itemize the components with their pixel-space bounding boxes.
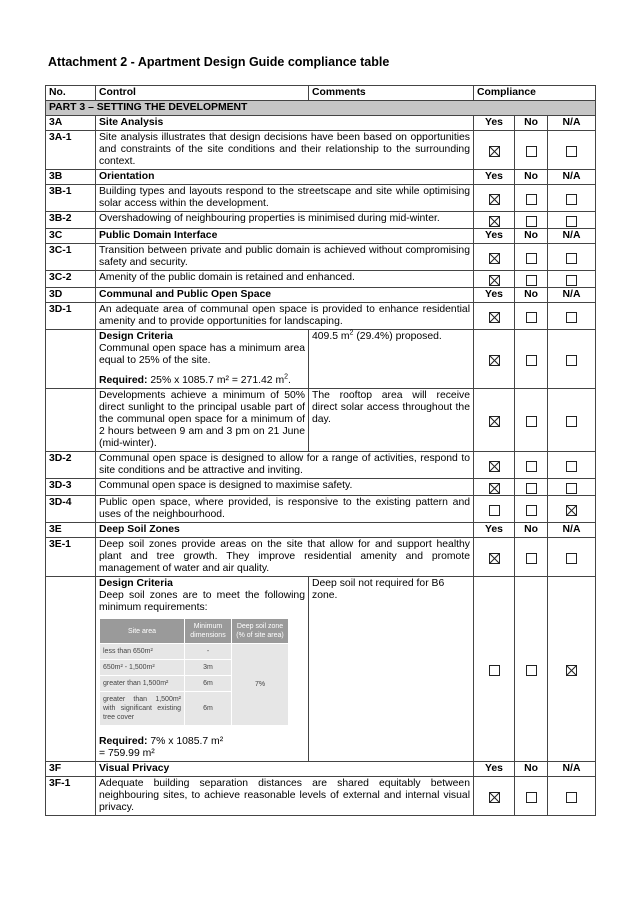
section-row-3a <box>46 116 596 131</box>
design-criteria-cell <box>96 330 309 389</box>
checkbox-no[interactable] <box>526 792 537 803</box>
checked-checkbox-yes[interactable] <box>489 416 500 427</box>
checkbox-na[interactable] <box>566 483 577 494</box>
checkbox-na[interactable] <box>566 275 577 286</box>
checked-checkbox-yes[interactable] <box>489 146 500 157</box>
checked-checkbox-yes[interactable] <box>489 792 500 803</box>
checkbox-no[interactable] <box>526 275 537 286</box>
checked-checkbox-yes[interactable] <box>489 461 500 472</box>
row-no: 3E-1 <box>46 538 96 577</box>
deep-soil-area: greater than 1,500m² with significant existing tree cover <box>100 692 185 726</box>
design-criteria-row <box>46 389 596 452</box>
checked-checkbox-yes[interactable] <box>489 312 500 323</box>
deep-soil-header-min-dim: Minimum dimensions <box>185 619 232 644</box>
deep-soil-pct: 7% <box>232 644 289 726</box>
checkbox-no[interactable] <box>526 253 537 264</box>
no-label: No <box>515 116 548 131</box>
section-title: Visual Privacy <box>96 762 474 777</box>
header-no: No. <box>46 86 96 101</box>
no-label: No <box>515 523 548 538</box>
checkbox-na[interactable] <box>566 312 577 323</box>
row-text: Deep soil zones provide areas on the site that allow for and support healthy plant and tree growth. They improve residential amenity and promote management of water and air quality. <box>96 538 474 577</box>
deep-soil-dim: 3m <box>185 660 232 676</box>
yes-label: Yes <box>474 229 515 244</box>
checkbox-na[interactable] <box>566 146 577 157</box>
row-text: Overshadowing of neighbouring properties is minimised during mid-winter. <box>96 212 474 229</box>
table-row <box>46 538 596 577</box>
row-text: An adequate area of communal open space is provided to enhance residential amenity and to provide opportunities for landscaping. <box>96 303 474 330</box>
design-criteria-row <box>46 577 596 762</box>
no-label: No <box>515 762 548 777</box>
checkbox-na[interactable] <box>566 553 577 564</box>
checked-checkbox-yes[interactable] <box>489 275 500 286</box>
section-no: 3F <box>46 762 96 777</box>
section-row-3c <box>46 229 596 244</box>
section-row-3f <box>46 762 596 777</box>
compliance-table <box>45 85 596 816</box>
deep-soil-area: less than 650m² <box>100 644 185 660</box>
deep-soil-dim: 6m <box>185 692 232 726</box>
part-row <box>46 101 596 116</box>
checkbox-no[interactable] <box>526 146 537 157</box>
required-result: = 759.99 m² <box>99 748 155 759</box>
row-no: 3B-2 <box>46 212 96 229</box>
na-label: N/A <box>548 288 596 303</box>
comment-cell: 409.5 $m^2$ (29.4%) proposed. <box>309 330 474 389</box>
na-label: N/A <box>548 762 596 777</box>
checkbox-na[interactable] <box>566 216 577 227</box>
checkbox-no[interactable] <box>526 553 537 564</box>
section-no: 3C <box>46 229 96 244</box>
row-no: 3D-1 <box>46 303 96 330</box>
checkbox-no[interactable] <box>526 216 537 227</box>
checkbox-no[interactable] <box>526 461 537 472</box>
checked-checkbox-yes[interactable] <box>489 483 500 494</box>
row-no: 3F-1 <box>46 777 96 816</box>
design-criteria-text: Deep soil zones are to meet the following minimum requirements: <box>99 590 305 613</box>
deep-soil-area: 650m² - 1,500m² <box>100 660 185 676</box>
row-text: Site analysis illustrates that design decisions have been based on opportunities and constraints of the site conditions and their relationship to the surrounding context. <box>96 131 474 170</box>
checkbox-na[interactable] <box>566 355 577 366</box>
required-text: Required: 7% x 1085.7 m² <box>99 736 224 747</box>
row-text: Building types and layouts respond to the streetscape and site while optimising solar access within the development. <box>96 185 474 212</box>
row-text: Adequate building separation distances are shared equitably between neighbouring sites, to achieve reasonable levels of external and internal visual privacy. <box>96 777 474 816</box>
comment-cell: The rooftop area will receive direct solar access throughout the day. <box>309 389 474 452</box>
section-row-3b <box>46 170 596 185</box>
na-label: N/A <box>548 116 596 131</box>
checked-checkbox-na[interactable] <box>566 665 577 676</box>
table-row <box>46 496 596 523</box>
checkbox-na[interactable] <box>566 194 577 205</box>
row-no: 3D-3 <box>46 479 96 496</box>
row-text: Amenity of the public domain is retained and enhanced. <box>96 271 474 288</box>
table-row <box>46 271 596 288</box>
header-control: Control <box>96 86 309 101</box>
design-criteria-heading: Design Criteria <box>99 578 173 589</box>
checkbox-no[interactable] <box>526 194 537 205</box>
section-title: Orientation <box>96 170 474 185</box>
comment-cell: Deep soil not required for B6 zone. <box>309 577 474 762</box>
design-criteria-heading: Design Criteria <box>99 331 173 342</box>
deep-soil-area: greater than 1,500m² <box>100 676 185 692</box>
section-no: 3B <box>46 170 96 185</box>
yes-label: Yes <box>474 170 515 185</box>
row-no: 3D-2 <box>46 452 96 479</box>
checkbox-na[interactable] <box>566 461 577 472</box>
section-title: Public Domain Interface <box>96 229 474 244</box>
deep-soil-header-pct: Deep soil zone (% of site area) <box>232 619 289 644</box>
header-comments: Comments <box>309 86 474 101</box>
na-label: N/A <box>548 229 596 244</box>
checkbox-yes[interactable] <box>489 665 500 676</box>
checked-checkbox-yes[interactable] <box>489 216 500 227</box>
checkbox-yes[interactable] <box>489 505 500 516</box>
yes-label: Yes <box>474 288 515 303</box>
section-no: 3D <box>46 288 96 303</box>
table-row <box>46 777 596 816</box>
section-no: 3A <box>46 116 96 131</box>
row-text: Public open space, where provided, is responsive to the existing pattern and uses of the neighbourhood. <box>96 496 474 523</box>
row-text: Communal open space is designed to maximise safety. <box>96 479 474 496</box>
required-text: Required: 25% x 1085.7 m² = 271.42 $m^2$. <box>99 373 291 386</box>
checkbox-na[interactable] <box>566 253 577 264</box>
checkbox-no[interactable] <box>526 483 537 494</box>
row-no: 3A-1 <box>46 131 96 170</box>
section-no: 3E <box>46 523 96 538</box>
no-label: No <box>515 229 548 244</box>
row-no: 3C-2 <box>46 271 96 288</box>
header-compliance: Compliance <box>474 86 596 101</box>
table-row <box>46 244 596 271</box>
no-label: No <box>515 288 548 303</box>
checked-checkbox-yes[interactable] <box>489 553 500 564</box>
table-row <box>46 479 596 496</box>
checked-checkbox-yes[interactable] <box>489 253 500 264</box>
checkbox-no[interactable] <box>526 665 537 676</box>
section-title: Deep Soil Zones <box>96 523 474 538</box>
yes-label: Yes <box>474 762 515 777</box>
no-label: No <box>515 170 548 185</box>
design-criteria-row <box>46 330 596 389</box>
checkbox-no[interactable] <box>526 416 537 427</box>
yes-label: Yes <box>474 523 515 538</box>
deep-soil-dim: - <box>185 644 232 660</box>
checkbox-no[interactable] <box>526 355 537 366</box>
design-criteria-text: Communal open space has a minimum area equal to 25% of the site. <box>99 343 305 366</box>
section-row-3d <box>46 288 596 303</box>
checkbox-no[interactable] <box>526 312 537 323</box>
deep-soil-dim: 6m <box>185 676 232 692</box>
row-text: Transition between private and public domain is achieved without compromising safety and security. <box>96 244 474 271</box>
row-no: 3B-1 <box>46 185 96 212</box>
part-heading: PART 3 – SETTING THE DEVELOPMENT <box>46 101 596 116</box>
row-text: Communal open space is designed to allow for a range of activities, respond to site conditions and be attractive and inviting. <box>96 452 474 479</box>
deep-soil-table <box>99 618 289 726</box>
checked-checkbox-yes[interactable] <box>489 194 500 205</box>
section-row-3e <box>46 523 596 538</box>
na-label: N/A <box>548 170 596 185</box>
design-criteria-text: Developments achieve a minimum of 50% direct sunlight to the principal usable part of the communal open space for a minimum of 2 hours between 9 am and 3 pm on 21 June (mid-winter). <box>96 389 309 452</box>
checkbox-na[interactable] <box>566 792 577 803</box>
page-title: Attachment 2 - Apartment Design Guide compliance table <box>48 55 390 69</box>
section-title: Communal and Public Open Space <box>96 288 474 303</box>
table-row <box>46 131 596 170</box>
yes-label: Yes <box>474 116 515 131</box>
table-row <box>46 212 596 229</box>
checkbox-na[interactable] <box>566 416 577 427</box>
checked-checkbox-yes[interactable] <box>489 355 500 366</box>
section-title: Site Analysis <box>96 116 474 131</box>
row-no: 3C-1 <box>46 244 96 271</box>
deep-soil-row <box>100 644 289 660</box>
na-label: N/A <box>548 523 596 538</box>
row-no: 3D-4 <box>46 496 96 523</box>
table-row <box>46 303 596 330</box>
table-row <box>46 452 596 479</box>
checkbox-no[interactable] <box>526 505 537 516</box>
table-row <box>46 185 596 212</box>
deep-soil-header-site-area: Site area <box>100 619 185 644</box>
checked-checkbox-na[interactable] <box>566 505 577 516</box>
design-criteria-cell <box>96 577 309 762</box>
table-header-row <box>46 86 596 101</box>
